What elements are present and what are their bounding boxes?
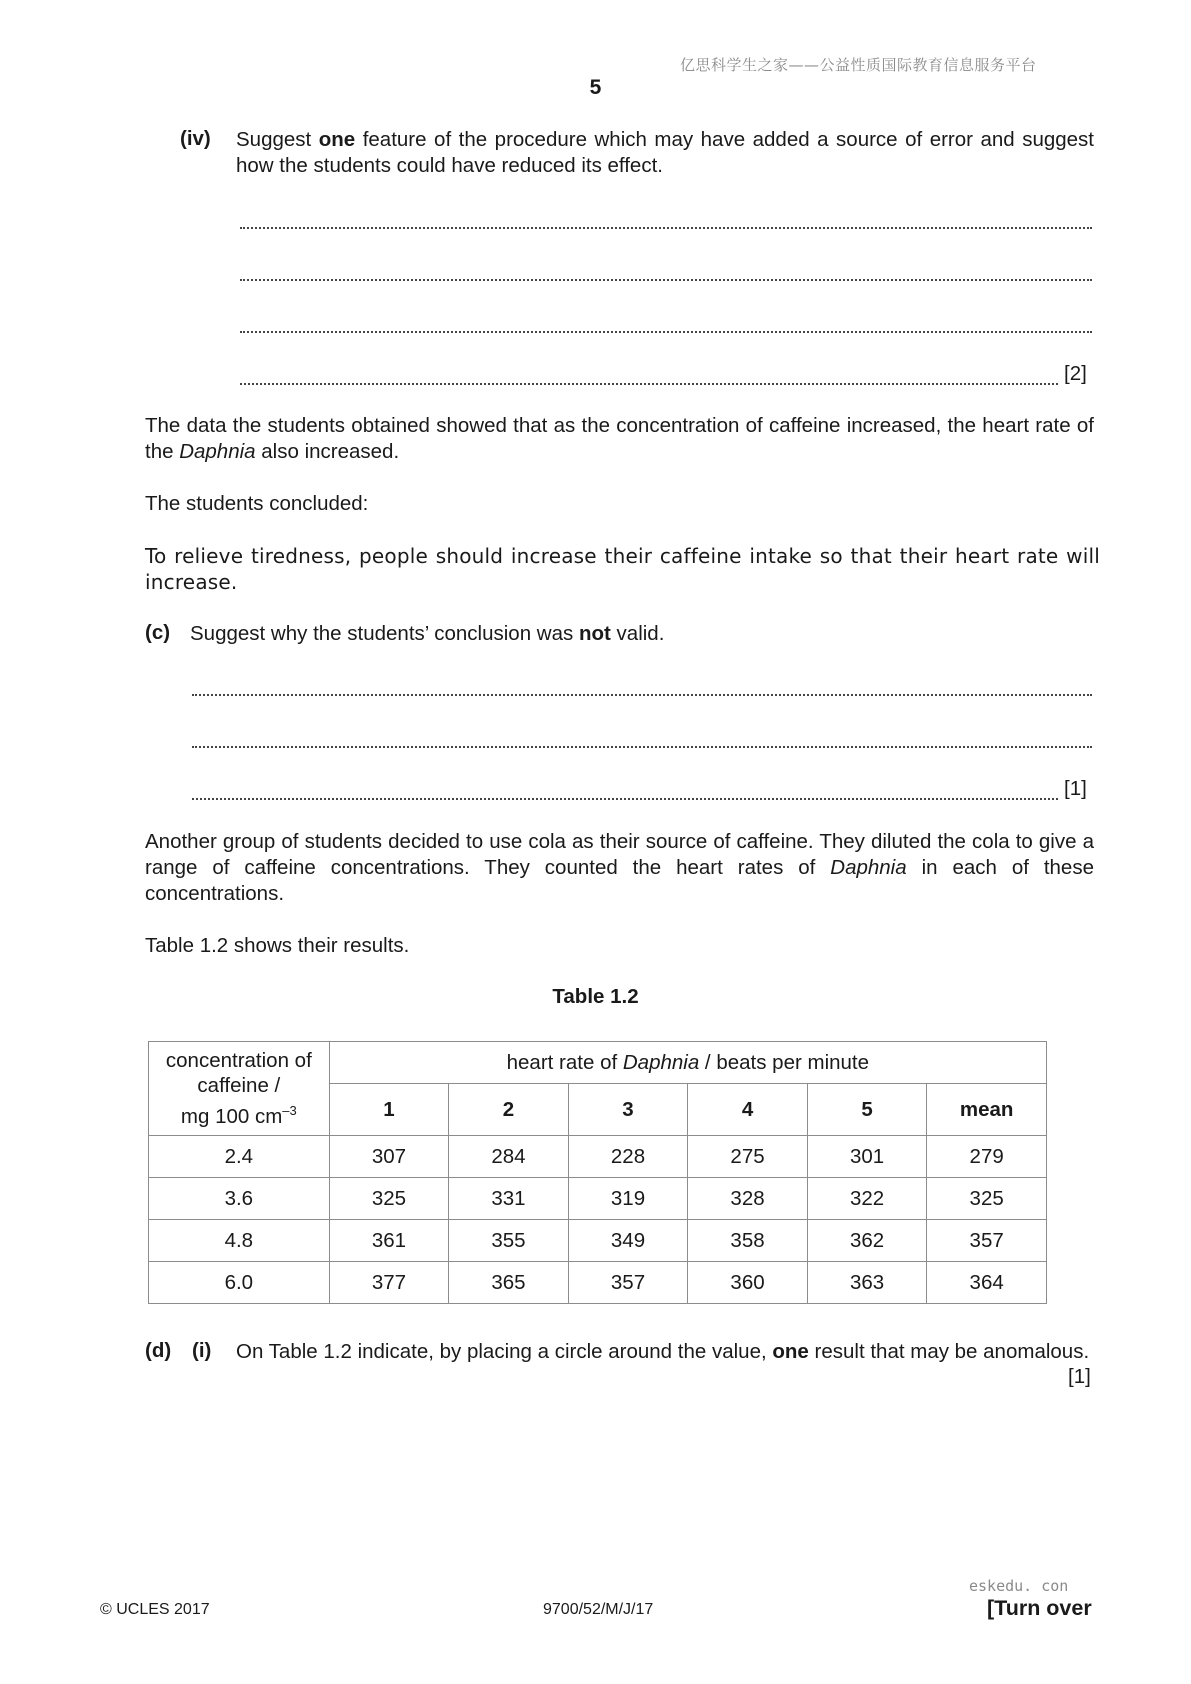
mark-iv: [2] xyxy=(1064,362,1087,385)
answer-line-iv-3[interactable] xyxy=(240,309,1092,333)
mean-cell[interactable]: 357 xyxy=(927,1220,1047,1262)
heart-rate-cell[interactable]: 365 xyxy=(449,1262,569,1304)
students-conclusion: To relieve tiredness, people should increase their caffeine intake so that their heart rate will increase. xyxy=(145,544,1100,594)
mean-cell[interactable]: 364 xyxy=(927,1262,1047,1304)
paragraph-concluded: The students concluded: xyxy=(145,492,369,515)
trial-header: 5 xyxy=(807,1084,927,1136)
group-header-pre: heart rate of xyxy=(506,1050,623,1074)
trial-header: 2 xyxy=(449,1084,569,1136)
trial-header: 4 xyxy=(688,1084,808,1136)
heart-rate-cell[interactable]: 362 xyxy=(807,1220,927,1262)
mark-c: [1] xyxy=(1064,777,1087,800)
question-d-i-text-pre: On Table 1.2 indicate, by placing a circle around the value, xyxy=(236,1340,773,1363)
heart-rate-cell[interactable]: 284 xyxy=(449,1136,569,1178)
heart-rate-cell[interactable]: 349 xyxy=(568,1220,688,1262)
answer-line-c-3[interactable] xyxy=(192,776,1058,800)
paragraph-results-italic: Daphnia xyxy=(179,440,256,463)
mark-d-i: [1] xyxy=(1068,1365,1091,1388)
answer-line-c-1[interactable] xyxy=(192,672,1092,696)
heart-rate-cell[interactable]: 319 xyxy=(568,1178,688,1220)
heart-rate-cell[interactable]: 301 xyxy=(807,1136,927,1178)
footer-site-watermark: eskedu. con xyxy=(969,1577,1069,1595)
header-watermark: 亿思科学生之家——公益性质国际教育信息服务平台 xyxy=(680,56,1037,74)
table-row xyxy=(149,1262,1047,1304)
heart-rate-cell[interactable]: 363 xyxy=(807,1262,927,1304)
footer-paper-code: 9700/52/M/J/17 xyxy=(543,1601,654,1618)
mean-cell[interactable]: 279 xyxy=(927,1136,1047,1178)
paragraph-table-ref: Table 1.2 shows their results. xyxy=(145,934,410,957)
paragraph-results-pre: The data the students obtained showed that as the concentration of caffeine increased, the heart rate of the xyxy=(145,414,1094,463)
answer-line-iv-1[interactable] xyxy=(240,205,1092,229)
group-header-post: / beats per minute xyxy=(699,1050,870,1074)
heart-rate-cell[interactable]: 360 xyxy=(688,1262,808,1304)
question-d-label: (d) xyxy=(145,1339,172,1362)
footer-copyright: © UCLES 2017 xyxy=(100,1601,210,1618)
answer-line-c-2[interactable] xyxy=(192,724,1092,748)
question-d-i-text-post: result that may be anomalous. xyxy=(808,1340,1090,1363)
paragraph-cola-italic: Daphnia xyxy=(830,856,907,879)
question-iv-text xyxy=(236,127,1094,179)
question-c-text xyxy=(190,621,664,647)
heart-rate-cell[interactable]: 307 xyxy=(329,1136,449,1178)
question-d-i-label: (i) xyxy=(192,1339,212,1362)
question-iv-text-bold: one xyxy=(318,128,356,151)
question-c-text-pre: Suggest why the students’ conclusion was xyxy=(190,622,579,645)
question-iv-text-pre: Suggest xyxy=(236,128,319,151)
trial-header: 1 xyxy=(329,1084,449,1136)
heart-rate-cell[interactable]: 322 xyxy=(807,1178,927,1220)
concentration-cell: 6.0 xyxy=(149,1262,330,1304)
question-c-text-post: valid. xyxy=(610,622,665,645)
heart-rate-cell[interactable]: 377 xyxy=(329,1262,449,1304)
concentration-header-sup: –3 xyxy=(282,1103,297,1119)
question-c-label: (c) xyxy=(145,621,171,644)
page-number: 5 xyxy=(589,76,602,99)
heart-rate-cell[interactable]: 355 xyxy=(449,1220,569,1262)
heart-rate-group-header xyxy=(329,1042,1046,1084)
concentration-header-line1: concentration of xyxy=(165,1049,312,1073)
question-d-i-text-bold: one xyxy=(772,1340,809,1363)
results-table xyxy=(148,1041,1047,1304)
trial-header: 3 xyxy=(568,1084,688,1136)
concentration-cell: 3.6 xyxy=(149,1178,330,1220)
concentration-header xyxy=(149,1042,330,1136)
heart-rate-cell[interactable]: 361 xyxy=(329,1220,449,1262)
table-caption: Table 1.2 xyxy=(552,985,639,1008)
concentration-header-line2: caffeine / xyxy=(197,1074,281,1098)
concentration-header-line3: mg 100 cm xyxy=(180,1104,283,1128)
footer-turn-over: [Turn over xyxy=(987,1596,1092,1620)
table-row xyxy=(149,1136,1047,1178)
answer-line-iv-2[interactable] xyxy=(240,257,1092,281)
heart-rate-cell[interactable]: 275 xyxy=(688,1136,808,1178)
concentration-cell: 4.8 xyxy=(149,1220,330,1262)
mean-cell[interactable]: 325 xyxy=(927,1178,1047,1220)
paragraph-cola xyxy=(145,829,1094,907)
question-c-text-bold: not xyxy=(578,622,611,645)
heart-rate-cell[interactable]: 331 xyxy=(449,1178,569,1220)
paragraph-cola-pre: Another group of students decided to use cola as their source of caffeine. They diluted the cola to give a range of caffeine concentrations. They counted the heart rates of xyxy=(145,830,1094,879)
question-iv-text-post: feature of the procedure which may have added a source of error and suggest how the students could have reduced its effect. xyxy=(236,128,1094,177)
heart-rate-cell[interactable]: 357 xyxy=(568,1262,688,1304)
question-d-i-text xyxy=(236,1339,1094,1365)
table-row xyxy=(149,1220,1047,1262)
paragraph-results xyxy=(145,413,1094,465)
question-iv-label: (iv) xyxy=(180,127,211,150)
heart-rate-cell[interactable]: 358 xyxy=(688,1220,808,1262)
mean-header: mean xyxy=(927,1084,1047,1136)
paragraph-cola-post: in each of these concentrations. xyxy=(145,856,1094,905)
answer-line-iv-4[interactable] xyxy=(240,361,1058,385)
concentration-cell: 2.4 xyxy=(149,1136,330,1178)
heart-rate-cell[interactable]: 325 xyxy=(329,1178,449,1220)
heart-rate-cell[interactable]: 228 xyxy=(568,1136,688,1178)
heart-rate-cell[interactable]: 328 xyxy=(688,1178,808,1220)
table-row xyxy=(149,1178,1047,1220)
paragraph-results-post: also increased. xyxy=(255,440,400,463)
group-header-italic: Daphnia xyxy=(622,1050,700,1074)
